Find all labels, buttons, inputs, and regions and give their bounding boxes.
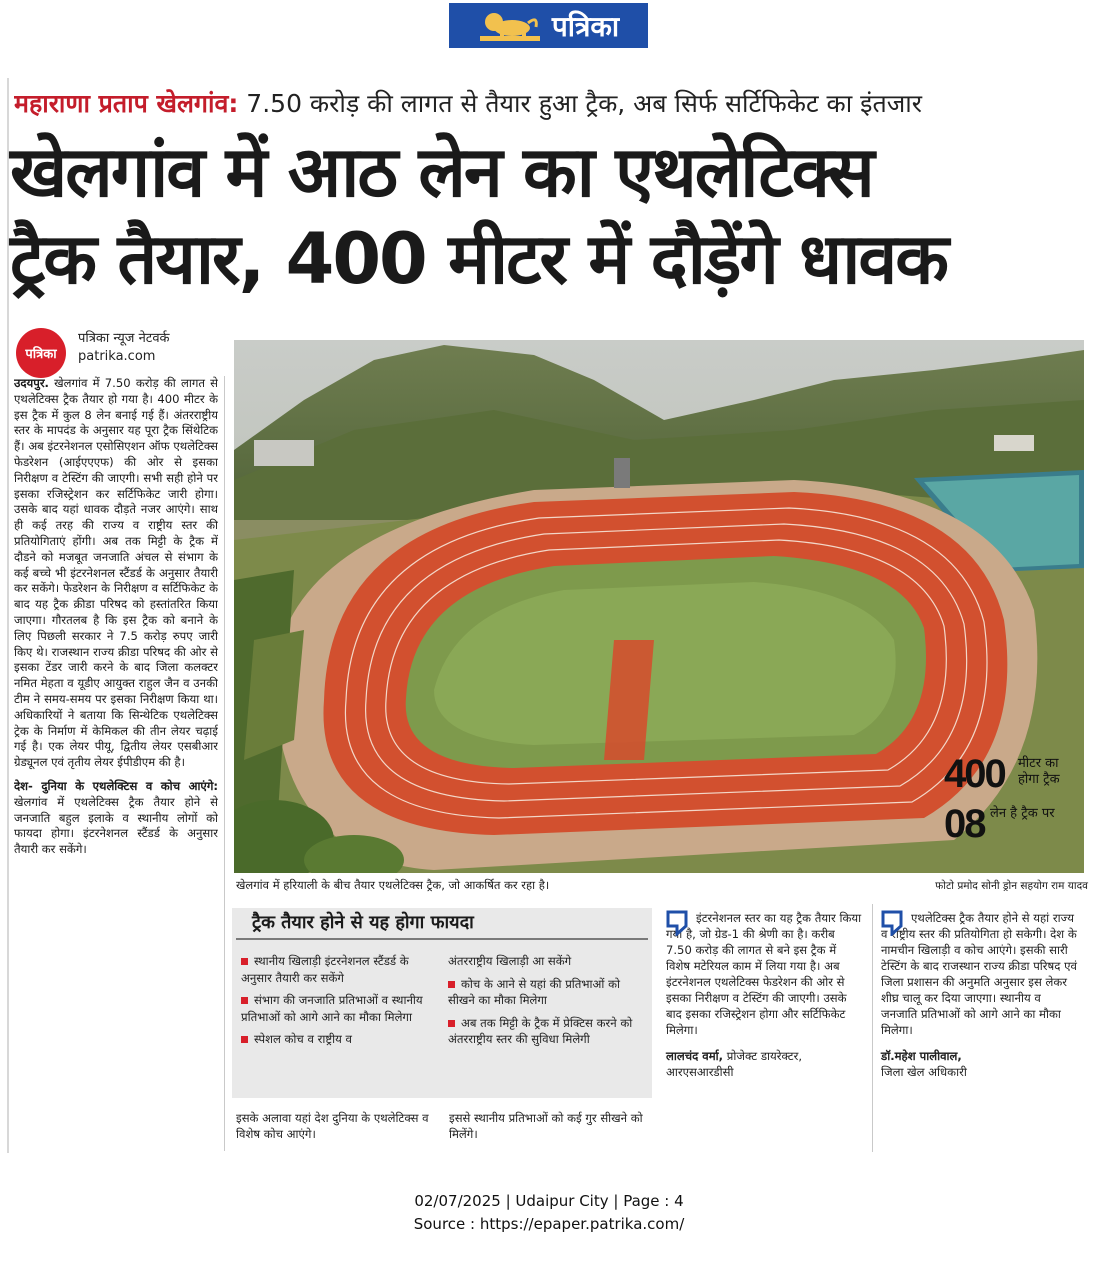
quote-mark-icon — [666, 910, 688, 936]
benefit-text: स्थानीय खिलाड़ी इंटरनेशनल स्टैंडर्ड के अनुसार तैयारी कर सकेंगे — [241, 954, 409, 985]
bullet-square-icon — [448, 1020, 455, 1027]
bullet-square-icon — [241, 958, 248, 965]
article-body — [14, 376, 218, 1151]
quote-project-director — [666, 910, 862, 1080]
masthead — [449, 3, 648, 48]
stat-lanes-label: लेन है ट्रैक पर — [990, 806, 1055, 821]
benefit-text: कोच के आने से यहां की प्रतिभाओं को सीखने का मौका मिलेगा — [448, 976, 620, 1007]
benefits-footnote-1: इसके अलावा यहां देश दुनिया के एथलेटिक्स व विशेष कोच आएंगे। — [236, 1111, 429, 1141]
kicker-text: 7.50 करोड़ की लागत से तैयार हुआ ट्रैक, अब सिर्फ सर्टिफिकेट का इंतजार — [238, 89, 922, 118]
quote-author-role: जिला खेल अधिकारी — [881, 1065, 967, 1079]
quote-mark-icon — [881, 910, 903, 936]
bullet-square-icon — [241, 1036, 248, 1043]
stat-track-length-label: मीटर का होगा ट्रैक — [1018, 756, 1060, 787]
byline-logo: पत्रिका — [16, 328, 66, 378]
benefits-footnote-2: इससे स्थानीय प्रतिभाओं को कई गुर सीखने को मिलेंगे। — [449, 1111, 643, 1141]
quote-sports-officer — [881, 910, 1077, 1080]
headline-line-2: ट्रैक तैयार, 400 मीटर में दौड़ेंगे धावक — [10, 218, 948, 300]
quote-text: इंटरनेशनल स्तर का यह ट्रैक तैयार किया गया है, जो ग्रेड-1 की श्रेणी का है। करीब 7.50 करोड़ की लागत से बने इस ट्रैक में विशेष मटेरियल काम में लिया गया है। अब इंटरनेशनल एथलेटिक्स फेडरेशन की ओर से इसका निरीक्षण व टेस्टिंग की जाएगी। उसके बाद इसका रजिस्ट्रेशन होगा और सर्टिफिकेट मिलेगा। — [666, 911, 862, 1037]
stat-track-length: 400 — [944, 752, 1005, 796]
footer-source-link[interactable]: Source : https://epaper.patrika.com/ — [413, 1215, 685, 1233]
article-paragraph-1 — [14, 376, 218, 771]
benefit-item — [241, 1031, 441, 1048]
quote-author — [881, 1048, 1077, 1064]
benefit-text: स्पेशल कोच व राष्ट्रीय व — [254, 1032, 352, 1046]
benefit-text: अब तक मिट्टी के ट्रैक में प्रेक्टिस करने को अंतरराष्ट्रीय स्तर की सुविधा मिलेगी — [448, 1015, 633, 1046]
quote-divider — [872, 904, 873, 1152]
kicker — [14, 86, 1084, 126]
kicker-label: महाराणा प्रताप खेलगांव: — [14, 89, 239, 118]
benefit-item — [241, 953, 441, 986]
benefits-column-1 — [241, 953, 441, 1054]
paragraph-1-text: खेलगांव में 7.50 करोड़ की लागत से एथलेटिक्स ट्रैक तैयार हो गया है। 400 मीटर के इस ट्रैक में कुल 8 लेन बनाई गई हैं। अंतरराष्ट्रीय स्तर के मापदंड के अनुसार यह पूरा ट्रैक सिंथेटिक हैं। अब इंटरनेशनल एसोसिएशन ऑफ एथलेटिक्स फेडरेशन (आईएएएफ) की ओर से इसका निरीक्षण व टेस्टिंग की जाएगी। सभी सही होने पर इसका रजिस्ट्रेशन कर सर्टिफिकेट जारी होगा। उसके बाद यहां धावक दौड़ते नजर आएंगे। साथ ही कई तरह की राज्य व राष्ट्रीय स्तर की प्रतियोगिताएं होंगी। अब तक मिट्टी के ट्रैक में दौडने को मजबूत जनजाति अंचल से संभाग के कई बच्चे भी इंटरनेशनल स्टैंडर्ड के अनुसार तैयारी कर सकेंगे। फेडरेशन के निरीक्षण व सर्टिफिकेट के बाद यह ट्रैक क्रीडा परिषद को हस्तांतरित किया जाएगा। गौरतलब है कि इस ट्रैक को बनाने के लिए पिछली सरकार ने 7.5 करोड़ रुपए जारी किए थे। राजस्थान राज्य क्रीडा परिषद की ओर से इसका टेंडर जारी करने के बाद जिला कलक्टर नमित मेहता व यूडीए आयुक्त राहुल जैन व उनकी टीम ने समय-समय पर इसका निरीक्षण किया था। अधिकारियों ने बताया कि सिन्थेटिक एथलेटिक्स ट्रेक के निर्माण में केमिकल की तीन लेयर चढ़ाई गई है। एक लेयर पीयू, द्वितीय लेयर एसबीआर ग्रेड्यूनल एवं तृतीय लेयर ईपीडीएम की है। — [14, 376, 218, 770]
photo-stat-box — [944, 748, 1074, 856]
dateline: उदयपुर. — [14, 376, 49, 390]
benefit-continuation: अंतरराष्ट्रीय खिलाड़ी आ सकेंगे — [448, 954, 572, 968]
benefit-item — [448, 976, 648, 1009]
quote-author — [666, 1048, 862, 1064]
photo-caption: खेलगांव में हरियाली के बीच तैयार एथलेटिक्स ट्रैक, जो आकर्षित कर रहा है। — [236, 878, 550, 892]
quote-author-role: आरएसआरडीसी — [666, 1065, 734, 1079]
quote-author-name: लालचंद वर्मा, — [666, 1049, 724, 1063]
benefits-title: ट्रैक तैयार होने से यह होगा फायदा — [252, 912, 474, 933]
bullet-square-icon — [241, 997, 248, 1004]
quote-author-role-inline: प्रोजेक्ट डायरेक्टर, — [723, 1049, 803, 1063]
byline-network: पत्रिका न्यूज नेटवर्क — [78, 331, 170, 346]
bullet-square-icon — [448, 981, 455, 988]
masthead-title: पत्रिका — [551, 9, 620, 43]
benefit-item — [241, 992, 441, 1025]
subhead: देश- दुनिया के एथलेक्टिस व कोच आएंगे: — [14, 778, 218, 793]
footer-date-line: 02/07/2025 | Udaipur City | Page : 4 — [414, 1192, 684, 1210]
article-paragraph-2 — [14, 779, 218, 858]
benefits-divider — [236, 938, 648, 940]
quote-text: एथलेटिक्स ट्रैक तैयार होने से यहां राज्य व राष्ट्रीय स्तर की प्रतियोगिता हो सकेगी। देश के नामचीन खिलाड़ी व कोच आएंगे। इसकी सारी टेस्टिंग के बाद राजस्थान राज्य क्रीडा परिषद एवं जिला प्रशासन की अनुमति अनुसार इस लेकर शीघ्र चालू कर दिया जाएगा। स्थानीय व जनजाति प्रतिभाओं को आगे आने का मौका मिलेगा। — [881, 911, 1077, 1037]
byline-site[interactable]: patrika.com — [78, 349, 156, 364]
lion-logo-icon — [478, 9, 542, 43]
paragraph-2-text: खेलगांव में एथलेटिक्स ट्रैक तैयार होने से जनजाति बहुल इलाके व स्थानीय लोगों को फायदा होगा। इंटरनेशनल स्टैंडर्ड के अनुसार तैयारी कर सकेंगे। — [14, 794, 218, 857]
headline-line-1: खेलगांव में आठ लेन का एथलेटिक्स — [10, 131, 873, 213]
quote-author-name: डॉ.महेश पालीवाल, — [881, 1049, 962, 1063]
photo-credit: फोटो प्रमोद सोनी ड्रोन सहयोग राम यादव — [935, 880, 1088, 892]
stat-lanes: 08 — [944, 802, 985, 846]
benefit-item — [448, 1015, 648, 1048]
column-rule — [224, 376, 225, 1151]
benefits-column-2 — [448, 953, 648, 1054]
benefit-text: संभाग की जनजाति प्रतिभाओं व स्थानीय प्रतिभाओं को आगे आने का मौका मिलेगा — [241, 993, 423, 1024]
